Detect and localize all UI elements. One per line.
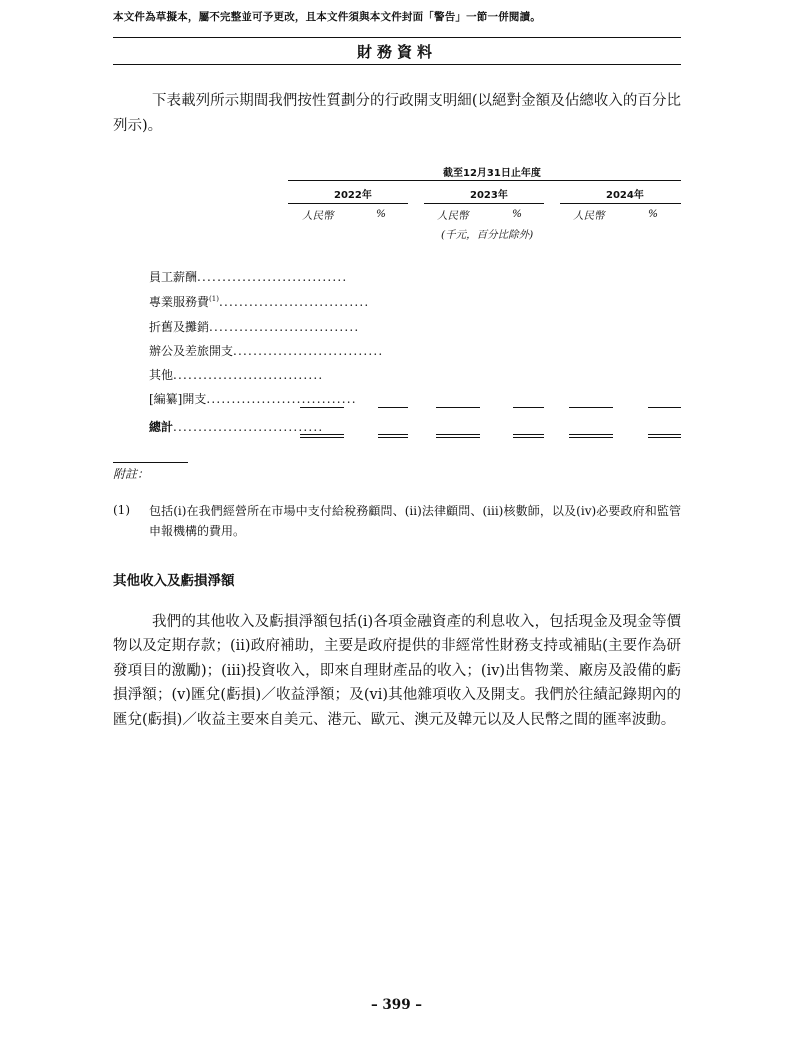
subtotal-rule xyxy=(569,407,613,408)
year-header-2024: 2024年 xyxy=(606,190,644,201)
total-rule xyxy=(300,437,344,438)
footnote-number: (1) xyxy=(113,503,130,517)
intro-paragraph: 下表載列所示期間我們按性質劃分的行政開支明細(以絕對金額及佔總收入的百分比列示)。 xyxy=(113,93,681,134)
header-rule-bottom xyxy=(113,64,681,65)
col-pct-2024: % xyxy=(648,208,658,220)
year-underline-2023 xyxy=(424,203,544,204)
col-pct-2022: % xyxy=(376,208,386,220)
unit-note: (千元，百分比除外) xyxy=(441,229,534,241)
other-income-paragraph: 我們的其他收入及虧損淨額包括(i)各項金融資產的利息收入，包括現金及現金等價物以及定期存款；(ii)政府補助，主要是政府提供的非經常性財務支持或補貼(主要作為研發項目的激勵)；(iii)投資收入，即來自理財產品的收入；(iv)出售物業、廠房及設備的虧損淨額；(v)匯兌(虧損)／收益淨額；及(vi)其他雜項收入及開支。我們於往績記錄期內的匯兌(虧損)／收益主要來自美元、港元、歐元、澳元及韓元以及人民幣之間的匯率波動。 xyxy=(113,614,681,728)
col-pct-2023: % xyxy=(512,208,522,220)
subtotal-rule xyxy=(378,407,408,408)
year-underline-2022 xyxy=(288,203,408,204)
total-rule xyxy=(513,437,544,438)
total-rule xyxy=(569,434,613,435)
total-rule xyxy=(436,437,480,438)
period-header: 截至12月31日止年度 xyxy=(443,168,541,179)
draft-warning: 本文件為草擬本，屬不完整並可予更改，且本文件須與本文件封面「警告」一節一併閱讀。 xyxy=(113,11,541,23)
table-row-label: 員工薪酬.............................. xyxy=(149,270,348,284)
total-rule xyxy=(378,434,408,435)
subtotal-rule xyxy=(513,407,544,408)
subtotal-rule xyxy=(436,407,480,408)
table-row-label: [編纂]開支.............................. xyxy=(149,392,357,406)
total-rule xyxy=(569,437,613,438)
header-rule-top xyxy=(113,37,681,38)
subtotal-rule xyxy=(648,407,681,408)
table-row-label: 其他.............................. xyxy=(149,368,324,382)
year-underline-2024 xyxy=(560,203,681,204)
table-row-label: 辦公及差旅開支.............................. xyxy=(149,344,384,358)
footnote-title: 附註： xyxy=(113,467,150,481)
page-number: – 399 – xyxy=(370,997,423,1013)
total-label: 總計.............................. xyxy=(149,420,324,434)
total-rule xyxy=(300,434,344,435)
col-rmb-2024: 人民幣 xyxy=(573,210,605,222)
year-header-2022: 2022年 xyxy=(334,190,372,201)
year-header-2023: 2023年 xyxy=(470,190,508,201)
total-rule xyxy=(648,437,681,438)
total-rule xyxy=(513,434,544,435)
table-row-label: 折舊及攤銷.............................. xyxy=(149,320,360,334)
total-rule xyxy=(378,437,408,438)
period-underline xyxy=(288,180,681,181)
table-row-label: 專業服務費$^{(1)}$.............................. xyxy=(149,295,370,309)
footnote-rule xyxy=(113,462,188,463)
col-rmb-2023: 人民幣 xyxy=(437,210,469,222)
section-title: 財務資料 xyxy=(356,43,437,61)
total-rule xyxy=(436,434,480,435)
other-income-heading: 其他收入及虧損淨額 xyxy=(113,573,235,589)
col-rmb-2022: 人民幣 xyxy=(302,210,334,222)
total-rule xyxy=(648,434,681,435)
footnote-text: 包括(i)在我們經營所在市場中支付給稅務顧問、(ii)法律顧問、(iii)核數師，以及(iv)必要政府和監管申報機構的費用。 xyxy=(149,504,681,538)
subtotal-rule xyxy=(300,407,344,408)
